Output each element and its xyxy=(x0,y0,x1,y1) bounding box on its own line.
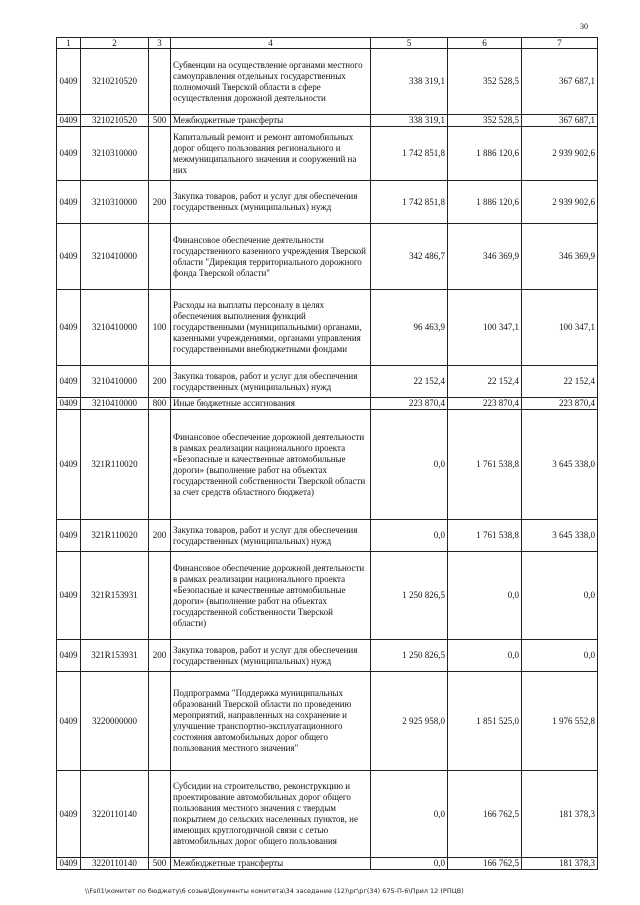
description-cell: Финансовое обеспечение дорожной деятельности в рамках реализации национального проекта «Безопасные и качественные автомобильные дороги» (выполнение работ на объектах государственной собственности Тверской области) xyxy=(171,552,371,640)
amount-cell-3: 22 152,4 xyxy=(522,366,598,398)
column-header-3: 3 xyxy=(149,38,171,49)
file-path-footer: \\Fs01\комитет по бюджету\6 созыв\Документы комитета\34 заседание (12)\рг\рг(34) 675-П-6\Прил 12 (РПЦВ) xyxy=(85,887,464,895)
code-cell: 3220000000 xyxy=(81,672,149,771)
description-cell: Подпрограмма "Поддержка муниципальных образований Тверской области по проведению мероприятий, направленных на сохранение и улучшение транспортно-эксплуатационного состояния автомобильных дорог общего пользования местного значения" xyxy=(171,672,371,771)
amount-cell-2: 1 761 538,8 xyxy=(448,410,522,520)
amount-cell-3: 0,0 xyxy=(522,552,598,640)
table-row xyxy=(57,290,598,366)
description-cell: Закупка товаров, работ и услуг для обеспечения государственных (муниципальных) нужд xyxy=(171,181,371,224)
section-cell: 0409 xyxy=(57,552,81,640)
amount-cell-2: 22 152,4 xyxy=(448,366,522,398)
amount-cell-2: 352 528,5 xyxy=(448,115,522,127)
amount-cell-2: 166 762,5 xyxy=(448,771,522,858)
table-body xyxy=(57,49,598,870)
amount-cell-2: 0,0 xyxy=(448,552,522,640)
section-cell: 0409 xyxy=(57,290,81,366)
amount-cell-1: 0,0 xyxy=(371,520,448,552)
amount-cell-3: 1 976 552,8 xyxy=(522,672,598,771)
amount-cell-3: 2 939 902,6 xyxy=(522,181,598,224)
code-cell: 3210410000 xyxy=(81,290,149,366)
amount-cell-1: 338 319,1 xyxy=(371,115,448,127)
column-header-7: 7 xyxy=(522,38,598,49)
table-row xyxy=(57,520,598,552)
code-cell: 3210310000 xyxy=(81,181,149,224)
code-cell: 3220110140 xyxy=(81,771,149,858)
expense-type-cell xyxy=(149,771,171,858)
amount-cell-3: 0,0 xyxy=(522,640,598,672)
amount-cell-2: 100 347,1 xyxy=(448,290,522,366)
page-number: 30 xyxy=(580,22,588,31)
description-cell: Иные бюджетные ассигнования xyxy=(171,398,371,410)
expense-type-cell: 100 xyxy=(149,290,171,366)
code-cell: 3210410000 xyxy=(81,398,149,410)
expense-type-cell xyxy=(149,410,171,520)
amount-cell-3: 100 347,1 xyxy=(522,290,598,366)
section-cell: 0409 xyxy=(57,771,81,858)
expense-type-cell: 500 xyxy=(149,115,171,127)
section-cell: 0409 xyxy=(57,398,81,410)
description-cell: Субсидии на строительство, реконструкцию и проектирование автомобильных дорог общего пользования местного значения с твердым покрытием до сельских населенных пунктов, не имеющих круглогодичной связи с сетью автомобильных дорог общего пользования xyxy=(171,771,371,858)
section-cell: 0409 xyxy=(57,181,81,224)
amount-cell-1: 223 870,4 xyxy=(371,398,448,410)
amount-cell-2: 352 528,5 xyxy=(448,49,522,115)
amount-cell-1: 22 152,4 xyxy=(371,366,448,398)
code-cell: 321R110020 xyxy=(81,520,149,552)
amount-cell-3: 3 645 338,0 xyxy=(522,410,598,520)
description-cell: Финансовое обеспечение дорожной деятельности в рамках реализации национального проекта «Безопасные и качественные автомобильные дороги» (выполнение работ на объектах государственной собственности Тверской области за счет средств областного бюджета) xyxy=(171,410,371,520)
section-cell: 0409 xyxy=(57,672,81,771)
amount-cell-2: 1 851 525,0 xyxy=(448,672,522,771)
table-row xyxy=(57,398,598,410)
section-cell: 0409 xyxy=(57,115,81,127)
amount-cell-1: 1 742 851,8 xyxy=(371,127,448,181)
code-cell: 3210210520 xyxy=(81,115,149,127)
amount-cell-3: 3 645 338,0 xyxy=(522,520,598,552)
code-cell: 321R153931 xyxy=(81,552,149,640)
expense-type-cell: 200 xyxy=(149,366,171,398)
amount-cell-1: 338 319,1 xyxy=(371,49,448,115)
table-row xyxy=(57,127,598,181)
expense-type-cell: 800 xyxy=(149,398,171,410)
amount-cell-3: 367 687,1 xyxy=(522,49,598,115)
code-cell: 3210210520 xyxy=(81,49,149,115)
table-row xyxy=(57,181,598,224)
amount-cell-3: 223 870,4 xyxy=(522,398,598,410)
description-cell: Закупка товаров, работ и услуг для обеспечения государственных (муниципальных) нужд xyxy=(171,520,371,552)
amount-cell-3: 181 378,3 xyxy=(522,771,598,858)
section-cell: 0409 xyxy=(57,640,81,672)
expense-type-cell xyxy=(149,672,171,771)
section-cell: 0409 xyxy=(57,858,81,870)
section-cell: 0409 xyxy=(57,224,81,290)
column-header-1: 1 xyxy=(57,38,81,49)
description-cell: Капитальный ремонт и ремонт автомобильных дорог общего пользования регионального и межмуниципального значения и сооружений на них xyxy=(171,127,371,181)
column-header-4: 4 xyxy=(171,38,371,49)
description-cell: Межбюджетные трансферты xyxy=(171,115,371,127)
amount-cell-3: 181 378,3 xyxy=(522,858,598,870)
table-row xyxy=(57,552,598,640)
budget-table xyxy=(56,37,598,870)
description-cell: Закупка товаров, работ и услуг для обеспечения государственных (муниципальных) нужд xyxy=(171,366,371,398)
amount-cell-2: 1 886 120,6 xyxy=(448,181,522,224)
section-cell: 0409 xyxy=(57,410,81,520)
amount-cell-3: 346 369,9 xyxy=(522,224,598,290)
amount-cell-3: 2 939 902,6 xyxy=(522,127,598,181)
amount-cell-1: 2 925 958,0 xyxy=(371,672,448,771)
column-header-6: 6 xyxy=(448,38,522,49)
description-cell: Закупка товаров, работ и услуг для обеспечения государственных (муниципальных) нужд xyxy=(171,640,371,672)
code-cell: 321R110020 xyxy=(81,410,149,520)
amount-cell-3: 367 687,1 xyxy=(522,115,598,127)
table-row xyxy=(57,858,598,870)
code-cell: 3210310000 xyxy=(81,127,149,181)
amount-cell-1: 96 463,9 xyxy=(371,290,448,366)
column-header-2: 2 xyxy=(81,38,149,49)
amount-cell-1: 0,0 xyxy=(371,410,448,520)
expense-type-cell: 500 xyxy=(149,858,171,870)
amount-cell-1: 1 250 826,5 xyxy=(371,552,448,640)
expense-type-cell: 200 xyxy=(149,520,171,552)
amount-cell-1: 1 742 851,8 xyxy=(371,181,448,224)
expense-type-cell: 200 xyxy=(149,181,171,224)
description-cell: Расходы на выплаты персоналу в целях обеспечения выполнения функций государственными (муниципальными) органами, казенными учреждениями, органами управления государственными внебюджетными фондами xyxy=(171,290,371,366)
description-cell: Финансовое обеспечение деятельности государственного казенного учреждения Тверской области "Дирекция территориального дорожного фонда Тверской области" xyxy=(171,224,371,290)
expense-type-cell xyxy=(149,552,171,640)
code-cell: 321R153931 xyxy=(81,640,149,672)
table-row xyxy=(57,410,598,520)
amount-cell-2: 223 870,4 xyxy=(448,398,522,410)
amount-cell-2: 1 886 120,6 xyxy=(448,127,522,181)
expense-type-cell xyxy=(149,127,171,181)
expense-type-cell xyxy=(149,49,171,115)
section-cell: 0409 xyxy=(57,49,81,115)
expense-type-cell: 200 xyxy=(149,640,171,672)
description-cell: Субвенции на осуществление органами местного самоуправления отдельных государственных полномочий Тверской области в сфере осуществления дорожной деятельности xyxy=(171,49,371,115)
amount-cell-2: 166 762,5 xyxy=(448,858,522,870)
table-row xyxy=(57,115,598,127)
code-cell: 3210410000 xyxy=(81,224,149,290)
expense-type-cell xyxy=(149,224,171,290)
header-row xyxy=(57,38,598,49)
amount-cell-2: 1 761 538,8 xyxy=(448,520,522,552)
section-cell: 0409 xyxy=(57,520,81,552)
section-cell: 0409 xyxy=(57,127,81,181)
code-cell: 3220110140 xyxy=(81,858,149,870)
table-row xyxy=(57,640,598,672)
section-cell: 0409 xyxy=(57,366,81,398)
amount-cell-2: 0,0 xyxy=(448,640,522,672)
amount-cell-1: 0,0 xyxy=(371,858,448,870)
table-row xyxy=(57,366,598,398)
column-header-5: 5 xyxy=(371,38,448,49)
table-row xyxy=(57,771,598,858)
table-row xyxy=(57,672,598,771)
amount-cell-2: 346 369,9 xyxy=(448,224,522,290)
table-row xyxy=(57,49,598,115)
amount-cell-1: 342 486,7 xyxy=(371,224,448,290)
amount-cell-1: 0,0 xyxy=(371,771,448,858)
table-row xyxy=(57,224,598,290)
amount-cell-1: 1 250 826,5 xyxy=(371,640,448,672)
description-cell: Межбюджетные трансферты xyxy=(171,858,371,870)
code-cell: 3210410000 xyxy=(81,366,149,398)
